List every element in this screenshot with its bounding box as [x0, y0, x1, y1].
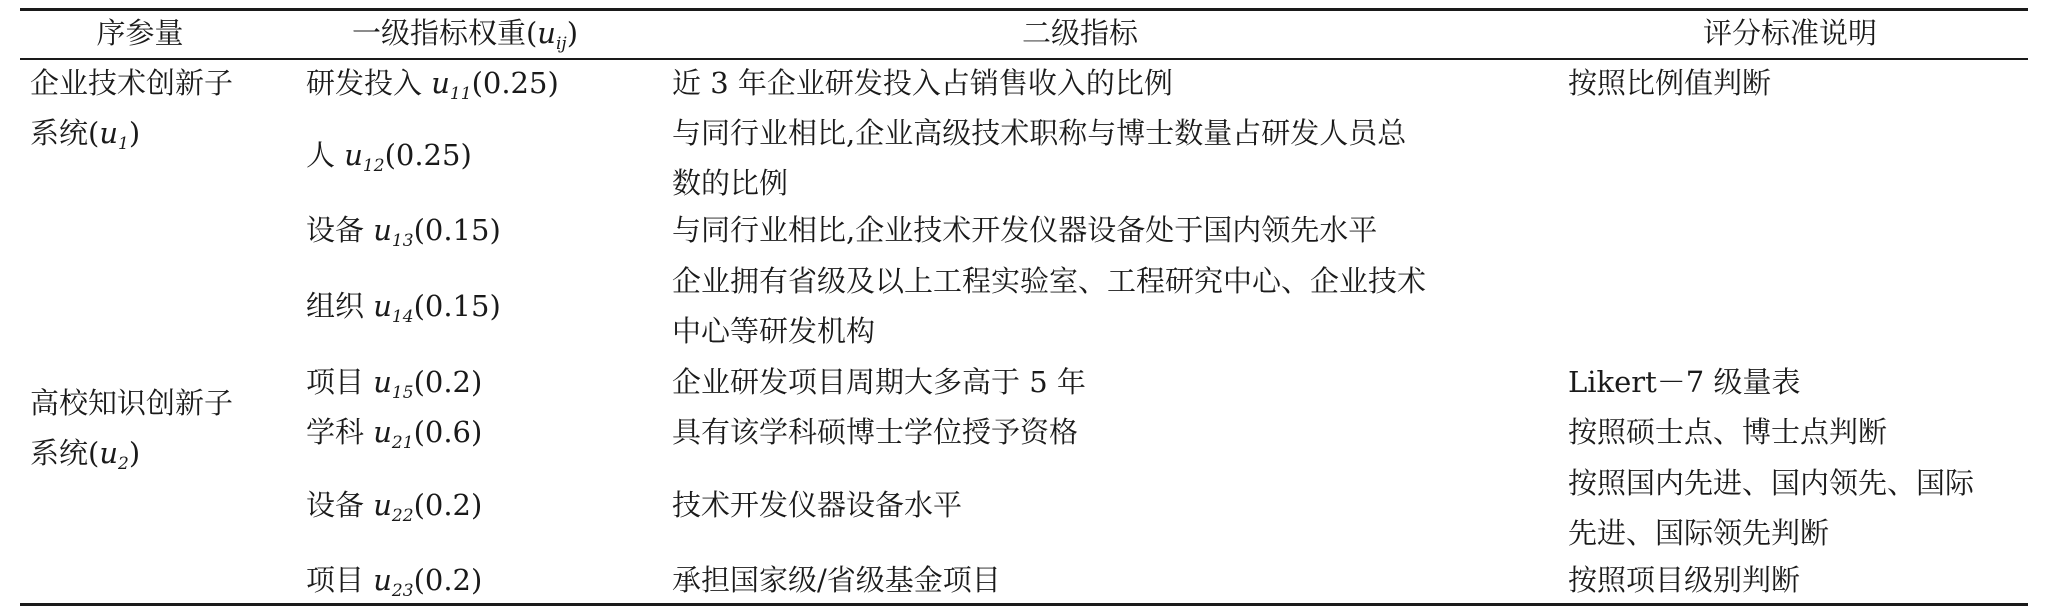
group-name: 高校知识创新子: [30, 386, 234, 420]
header-scoring-criteria: 评分标准说明: [1702, 16, 1877, 50]
first-level-indicator: 设备 $u_{13}(0.15)$: [306, 213, 501, 251]
first-level-indicator: 项目 $u_{15}(0.2)$: [306, 365, 483, 403]
header-second-level-indicator: 二级指标: [1021, 16, 1138, 50]
header-weight-label: 一级指标权重(: [351, 16, 538, 50]
first-level-indicator: 学科 $u_{21}(0.6)$: [306, 415, 483, 453]
second-level-indicator: 与同行业相比,企业技术开发仪器设备处于国内领先水平: [672, 213, 1378, 247]
group-label: [30, 378, 233, 489]
scoring-criteria: 按照比例值判断: [1568, 66, 1772, 100]
second-level-indicator: 技术开发仪器设备水平: [672, 488, 963, 522]
second-level-indicator: 近 3 年企业研发投入占销售收入的比例: [672, 66, 1173, 100]
bottom-rule: [20, 603, 2028, 606]
second-level-indicator: 承担国家级/省级基金项目: [672, 563, 1001, 597]
scoring-criteria: Likert－7 级量表: [1568, 365, 1801, 399]
group-system: 系统$(u_1)$: [30, 116, 141, 154]
first-level-indicator: 组织 $u_{14}(0.15)$: [306, 289, 501, 327]
header-weight-var: u: [537, 16, 556, 50]
second-level-indicator: 企业研发项目周期大多高于 5 年: [672, 365, 1086, 399]
scoring-criteria: 按照国内先进、国内领先、国际 先进、国际领先判断: [1568, 466, 1975, 550]
header-weight-close: ): [566, 16, 579, 50]
first-level-indicator: 项目 $u_{23}(0.2)$: [306, 563, 483, 601]
scoring-criteria: 按照项目级别判断: [1568, 563, 1801, 597]
second-level-indicator: 与同行业相比,企业高级技术职称与博士数量占研发人员总 数的比例: [672, 116, 1407, 200]
second-level-indicator: 企业拥有省级及以上工程实验室、工程研究中心、企业技术 中心等研发机构: [672, 264, 1427, 348]
scoring-criteria: 按照硕士点、博士点判断: [1568, 415, 1888, 449]
group-label: [30, 58, 233, 169]
first-level-indicator: 设备 $u_{22}(0.2)$: [306, 488, 483, 526]
group-name: 企业技术创新子: [30, 66, 234, 100]
group-system: 系统$(u_2)$: [30, 436, 141, 474]
first-level-indicator: 人 $u_{12}(0.25)$: [306, 138, 472, 176]
header-order-parameter: 序参量: [96, 16, 184, 50]
second-level-indicator: 具有该学科硕博士学位授予资格: [672, 415, 1079, 449]
first-level-indicator: 研发投入 $u_{11}(0.25)$: [306, 66, 559, 104]
header-weight-sub: ij: [555, 34, 567, 54]
